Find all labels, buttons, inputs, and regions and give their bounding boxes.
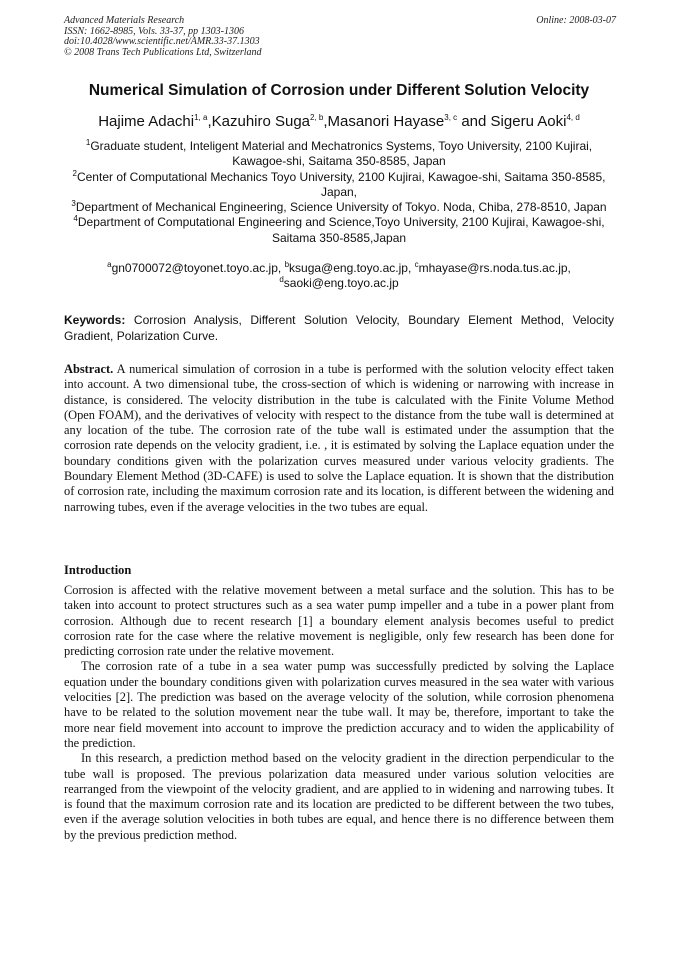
- author-sep: ,: [207, 113, 212, 130]
- online-date: Online: 2008-03-07: [536, 15, 616, 26]
- abstract: [64, 362, 614, 515]
- affiliation-text: Department of Mechanical Engineering, Science University of Tokyo. Noda, Chiba, 278-8510, Japan: [75, 200, 607, 215]
- author-name: Hajime Adachi: [98, 113, 195, 130]
- email-sup: d: [279, 275, 284, 285]
- paragraph: The corrosion rate of a tube in a sea water pump was successfully predicted by solving the Laplace equation under the boundary conditions given with polarization curves measured in the sea water with various velocities [2]. The prediction was based on the average velocity of the solution, while corrosion phenomena have to be related to the solution movement near the tube wall. It may be, therefore, important to take the more near field movement into account to improve the prediction accuracy and to widen the applicability of the prediction.: [64, 659, 614, 750]
- author-sup: 3, c: [444, 113, 458, 122]
- paper-title: Numerical Simulation of Corrosion under Different Solution Velocity: [88, 82, 590, 99]
- abstract-text: A numerical simulation of corrosion in a tube is performed with the solution velocity effect taken into account. A two dimensional tube, the cross-section of which is widening or narrowing with increase in distance, is considered. The velocity distribution in the tube is calculated with the Finite Volume Method (Open FOAM), and the derivatives of velocity with respect to the distance from the tube wall is determined at any location of the tube. The corrosion rate of the tube wall is estimated under the assumption that the corrosion rate depends on the velocity gradient, i.e. , it is estimated by solving the Laplace equation under the boundary conditions given with the polarization curves measured under various velocity gradients. The Boundary Element Method (3D-CAFE) is used to solve the Laplace equation. It is shown that the distribution of corrosion rate, including the maximum corrosion rate and its location, is different between the widening and narrowing tubes, even if the average velocities in the two tubes are equal.: [64, 362, 614, 514]
- affiliations: [70, 139, 608, 246]
- email-address[interactable]: saoki@eng.toyo.ac.jp: [283, 276, 399, 291]
- email-sup: c: [414, 260, 419, 269]
- keywords: [64, 313, 614, 344]
- introduction-heading: Introduction: [64, 563, 132, 577]
- keywords-label: Keywords:: [64, 313, 126, 327]
- affiliation: [70, 200, 608, 215]
- keywords-text: Corrosion Analysis, Different Solution Velocity, Boundary Element Method, Velocity Gradient, Polarization Curve.: [64, 313, 614, 343]
- email-sup: a: [107, 260, 112, 269]
- affiliation: [70, 139, 608, 170]
- author-sep: ,: [323, 113, 328, 130]
- affiliation-sup: 2: [72, 168, 77, 178]
- author-sup: 1, a: [194, 113, 208, 122]
- affiliation-text: Center of Computational Mechanics Toyo University, 2100 Kujirai, Kawagoe-shi, Saitama 350-8585, Japan,: [76, 169, 606, 199]
- paragraph: In this research, a prediction method based on the velocity gradient in the direction perpendicular to the tube wall is proposed. The previous polarization data measured under various solution velocities are rearranged from the viewpoint of the velocity gradient, and are applied to in widening and narrowing tubes. It is found that the maximum corrosion rate and its location are predicted to be different between the two tubes, even if the average solution velocities in both tubes are equal, and hence there is no difference between them by the previous prediction method.: [64, 751, 614, 842]
- journal-name: Advanced Materials Research: [64, 15, 185, 26]
- copyright-line: © 2008 Trans Tech Publications Ltd, Switzerland: [64, 46, 262, 58]
- author-name: Masanori Hayase: [327, 113, 445, 130]
- abstract-label: Abstract.: [64, 362, 114, 376]
- affiliation-sup: 1: [85, 138, 91, 147]
- email-address[interactable]: ksuga@eng.toyo.ac.jp,: [289, 261, 415, 275]
- author-list: [30, 113, 648, 131]
- affiliation: [70, 170, 608, 201]
- issn-line: ISSN: 1662-8985, Vols. 33-37, pp 1303-1306: [64, 25, 244, 37]
- author-sep: and: [457, 113, 491, 130]
- author-sup: 4, d: [566, 113, 580, 122]
- affiliation-sup: 3: [71, 199, 76, 209]
- author-name: Sigeru Aoki: [490, 113, 567, 130]
- paragraph: Corrosion is affected with the relative movement between a metal surface and the solution. This has to be taken into account to protect structures such as a sea water pump impeller and a tube in a power plant from corrosion. Although due to recent research [1] a boundary element analysis becomes useful to predict corrosion rate for the case where the relative movement is negligible, only few research has been done for predicting corrosion rate under the relative movement.: [64, 583, 614, 659]
- doi-line: doi:10.4028/www.scientific.net/AMR.33-37.1303: [64, 36, 260, 47]
- author-name: Kazuhiro Suga: [211, 113, 311, 130]
- email-list: [64, 261, 614, 292]
- email-sup: b: [284, 260, 290, 269]
- email-address[interactable]: mhayase@rs.noda.tus.ac.jp,: [418, 261, 571, 275]
- affiliation-text: Department of Computational Engineering and Science,Toyo University, 2100 Kujirai, Kawagoe-shi, Saitama 350-8585,Japan: [77, 215, 605, 245]
- author-sup: 2, b: [310, 113, 324, 122]
- journal-header: [64, 16, 616, 58]
- introduction-body: [64, 583, 614, 843]
- affiliation-text: Graduate student, Inteligent Material and Mechatronics Systems, Toyo University, 2100 Kujirai, Kawagoe-shi, Saitama 350-8585, Japan: [90, 139, 593, 169]
- affiliation-sup: 4: [73, 214, 78, 224]
- header-left: [64, 16, 616, 58]
- affiliation: [70, 215, 608, 246]
- email-address[interactable]: gn0700072@toyonet.toyo.ac.jp,: [111, 261, 285, 275]
